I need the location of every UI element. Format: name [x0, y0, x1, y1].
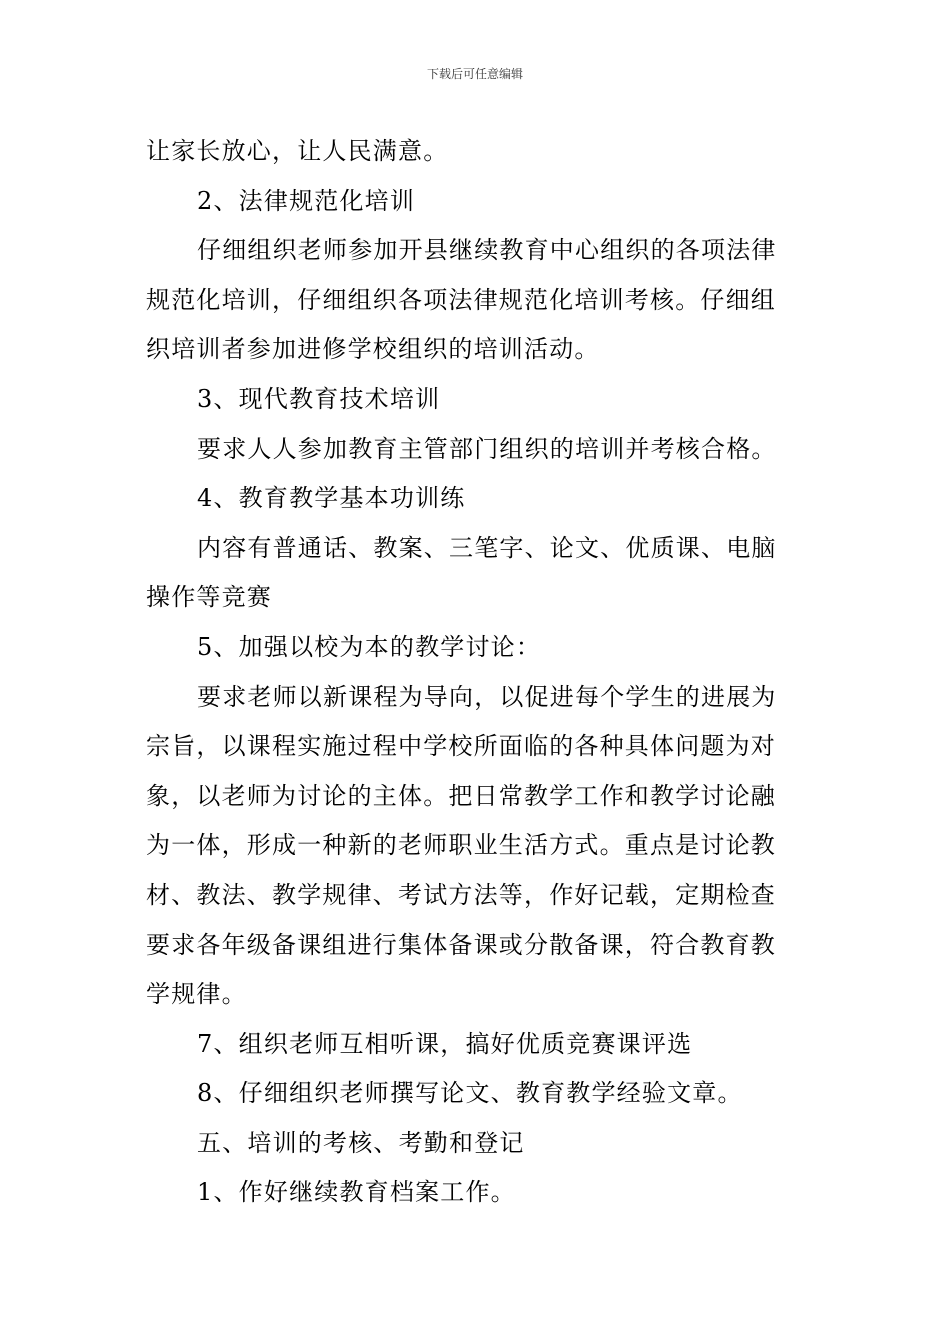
paragraph-line: 5、加强以校为本的教学讨论： [197, 632, 542, 661]
paragraph-line: 规范化培训，仔细组织各项法律规范化培训考核。仔细组 [146, 285, 776, 314]
paragraph-line: 1、作好继续教育档案工作。 [197, 1178, 516, 1207]
paragraph-line: 内容有普通话、教案、三笔字、论文、优质课、电脑 [197, 533, 777, 562]
paragraph-line: 材、教法、教学规律、考试方法等，作好记载，定期检查 [146, 880, 776, 909]
paragraph-line: 3、现代教育技术培训 [197, 384, 441, 413]
paragraph-line: 象，以老师为讨论的主体。把日常教学工作和教学讨论融 [146, 781, 776, 810]
paragraph-line: 7、组织老师互相听课，搞好优质竞赛课评选 [197, 1029, 693, 1058]
paragraph-line: 2、法律规范化培训 [197, 186, 416, 215]
paragraph-line: 宗旨，以课程实施过程中学校所面临的各种具体问题为对 [146, 732, 776, 761]
paragraph-line: 五、培训的考核、考勤和登记 [197, 1128, 525, 1157]
page-header: 下载后可任意编辑 [426, 67, 523, 81]
paragraph-line: 学规律。 [146, 980, 247, 1009]
paragraph-line: 8、仔细组织老师撰写论文、教育教学经验文章。 [197, 1079, 743, 1108]
paragraph-line: 要求人人参加教育主管部门组织的培训并考核合格。 [197, 434, 777, 463]
paragraph-line: 为一体，形成一种新的老师职业生活方式。重点是讨论教 [146, 831, 776, 860]
paragraph-line: 要求各年级备课组进行集体备课或分散备课，符合教育教 [146, 930, 776, 959]
paragraph-line: 让家长放心，让人民满意。 [146, 137, 449, 165]
paragraph-line: 操作等竞赛 [146, 583, 272, 612]
paragraph-line: 4、教育教学基本功训练 [197, 484, 466, 513]
paragraph-line: 织培训者参加进修学校组织的培训活动。 [146, 335, 600, 364]
paragraph-line: 仔细组织老师参加开县继续教育中心组织的各项法律 [197, 236, 777, 265]
paragraph-line: 要求老师以新课程为导向，以促进每个学生的进展为 [197, 682, 777, 711]
document-body [146, 127, 812, 1218]
